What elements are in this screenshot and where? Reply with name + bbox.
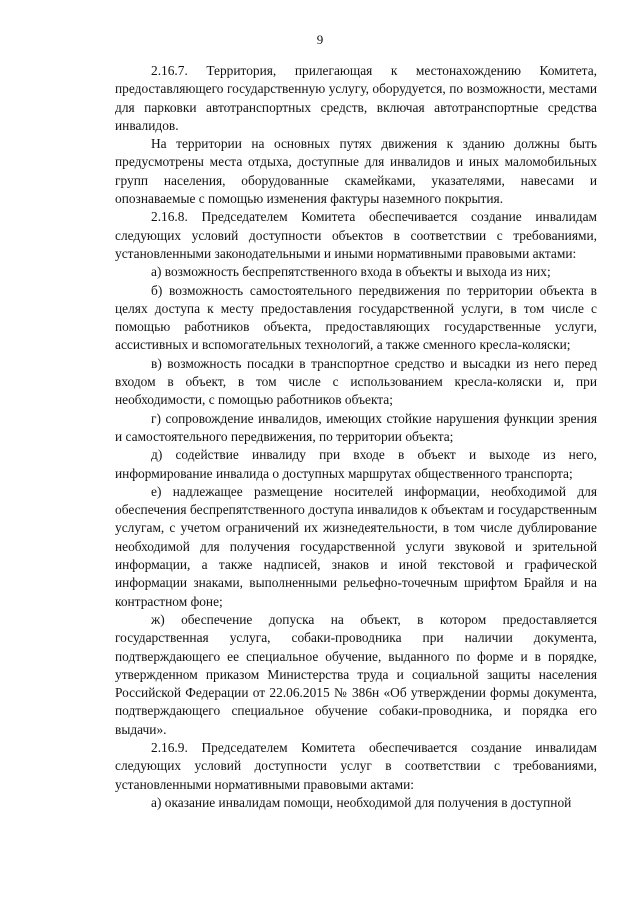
list-item-d: д) содействие инвалиду при входе в объект и выходе из него, информирование инвалида о доступных маршрутах общественного транспорта; xyxy=(115,447,597,481)
page-number: 9 xyxy=(316,32,324,47)
list-item-zh: ж) обеспечение допуска на объект, в котором предоставляется государственная услуга, собаки-проводника при наличии документа, подтверждающего ее специальное обучение, выданного по форме и в порядке, утвержденном приказом Министерства труда и социальной защиты населения Российской Федерации от 22.06.2015 № 386н «Об утверждении формы документа, подтверждающего специальное обучение собаки-проводника, и порядка его выдачи». xyxy=(115,611,597,737)
list-item-a: а) возможность беспрепятственного входа в объекты и выхода из них; xyxy=(151,264,551,280)
list-item-b: б) возможность самостоятельного передвижения по территории объекта в целях доступа к месту предоставления государственной услуги, в том числе с помощью работников объекта, предоставляющих государственные услуги, ассистивных и вспомогательных технологий, а также сменного кресла-коляски; xyxy=(115,282,597,353)
list-item-e: е) надлежащее размещение носителей информации, необходимой для обеспечения беспрепятственного доступа инвалидов к объектам и государственным услугам, с учетом ограничений их жизнедеятельности, в том числе дублирование необходимой для получения государственной услуги звуковой и зрительной информации, а также надписей, знаков и иной текстовой и графической информации знаками, выполненными рельефно-точечным шрифтом Брайля и на контрастном фоне; xyxy=(115,483,597,609)
paragraph-2-16-7: 2.16.7. Территория, прилегающая к местонахождению Комитета, предоставляющего государственную услугу, оборудуется, по возможности, местами для парковки автотранспортных средств, включая автотранспортные средства инвалидов. xyxy=(115,63,597,133)
list-item-g: г) сопровождение инвалидов, имеющих стойкие нарушения функции зрения и самостоятельного передвижения, по территории объекта; xyxy=(115,410,597,444)
paragraph-2-16-9: 2.16.9. Председателем Комитета обеспечивается создание инвалидам следующих условий доступности услуг в соответствии с требованиями, установленными нормативными правовыми актами: xyxy=(115,739,597,792)
list-item-v: в) возможность посадки в транспортное средство и высадки из него перед входом в объект, в том числе с использованием кресла-коляски и, при необходимости, с помощью работников объекта; xyxy=(115,355,597,408)
paragraph-2-16-8: 2.16.8. Председателем Комитета обеспечивается создание инвалидам следующих условий доступности объектов в соответствии с требованиями, установленными законодательными и иными нормативными правовыми актами: xyxy=(115,209,597,261)
document-body xyxy=(115,62,597,812)
paragraph-territory-rest-areas: На территории на основных путях движения к зданию должны быть предусмотрены места отдыха, доступные для инвалидов и иных маломобильных групп населения, оборудованные скамейками, указателями, навесами и опознаваемые с помощью изменения фактуры наземного покрытия. xyxy=(115,136,597,207)
list-item-a-services: а) оказание инвалидам помощи, необходимой для получения в доступной xyxy=(151,794,572,810)
